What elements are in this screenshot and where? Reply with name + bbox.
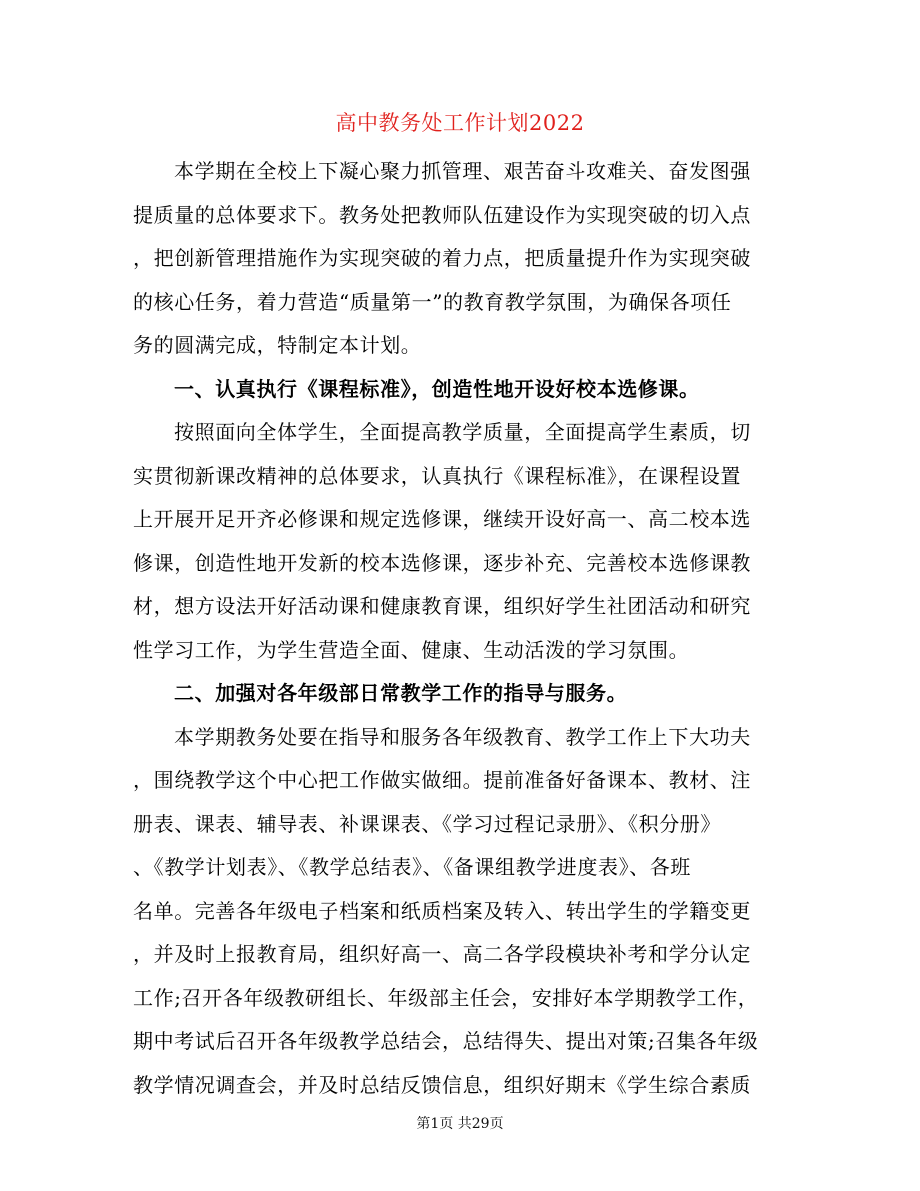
page-number: 第1页 共29页 [416,1116,504,1132]
body-line: ，把创新管理措施作为实现突破的着力点，把质量提升作为实现突破 [133,246,751,270]
body-line: 按照面向全体学生，全面提高教学质量，全面提高学生素质，切 [174,420,751,444]
body-line: 实贯彻新课改精神的总体要求，认真执行《课程标准》，在课程设置 [133,463,741,488]
body-line: 务的圆满完成，特制定本计划。 [133,333,422,357]
body-line: ，并及时上报教育局，组织好高一、高二各学段模块补考和学分认定 [133,942,751,966]
body-line: ，围绕教学这个中心把工作做实做细。提前准备好备课本、教材、注 [133,768,751,792]
body-line: 册表、课表、辅导表、补课课表、《学习过程记录册》、《积分册》 [133,811,721,836]
body-line: 的核心任务，着力营造“质量第一”的教育教学氛围，为确保各项任 [133,289,732,314]
body-line: 教学情况调查会，并及时总结反馈信息，组织好期末《学生综合素质 [133,1072,751,1097]
body-line: 名单。完善各年级电子档案和纸质档案及转入、转出学生的学籍变更 [133,898,751,923]
body-line: 本学期教务处要在指导和服务各年级教育、教学工作上下大功夫 [174,724,751,749]
body-line: 提质量的总体要求下。教务处把教师队伍建设作为实现突破的切入点 [133,202,751,227]
document-body [133,150,783,1107]
body-line: 材，想方设法开好活动课和健康教育课，组织好学生社团活动和研究 [133,594,751,618]
body-line: 性学习工作，为学生营造全面、健康、生动活泼的学习氛围。 [133,637,690,662]
document-title: 高中教务处工作计划2022 [335,111,585,135]
section-heading-1: 一、认真执行《课程标准》，创造性地开设好校本选修课。 [174,376,700,401]
body-line: 上开展开足开齐必修课和规定选修课，继续开设好高一、高二校本选 [133,507,751,531]
body-line: 工作;召开各年级教研组长、年级部主任会，安排好本学期教学工作， [133,985,759,1010]
body-line: 本学期在全校上下凝心聚力抓管理、艰苦奋斗攻难关、奋发图强 [174,159,751,183]
body-line: 、《教学计划表》、《教学总结表》、《备课组教学进度表》、各班 [133,855,691,879]
body-line: 修课，创造性地开发新的校本选修课，逐步补充、完善校本选修课教 [133,550,751,575]
section-heading-2: 二、加强对各年级部日常教学工作的指导与服务。 [174,681,628,705]
body-line: 期中考试后召开各年级教学总结会，总结得失、提出对策;召集各年级 [133,1029,759,1053]
